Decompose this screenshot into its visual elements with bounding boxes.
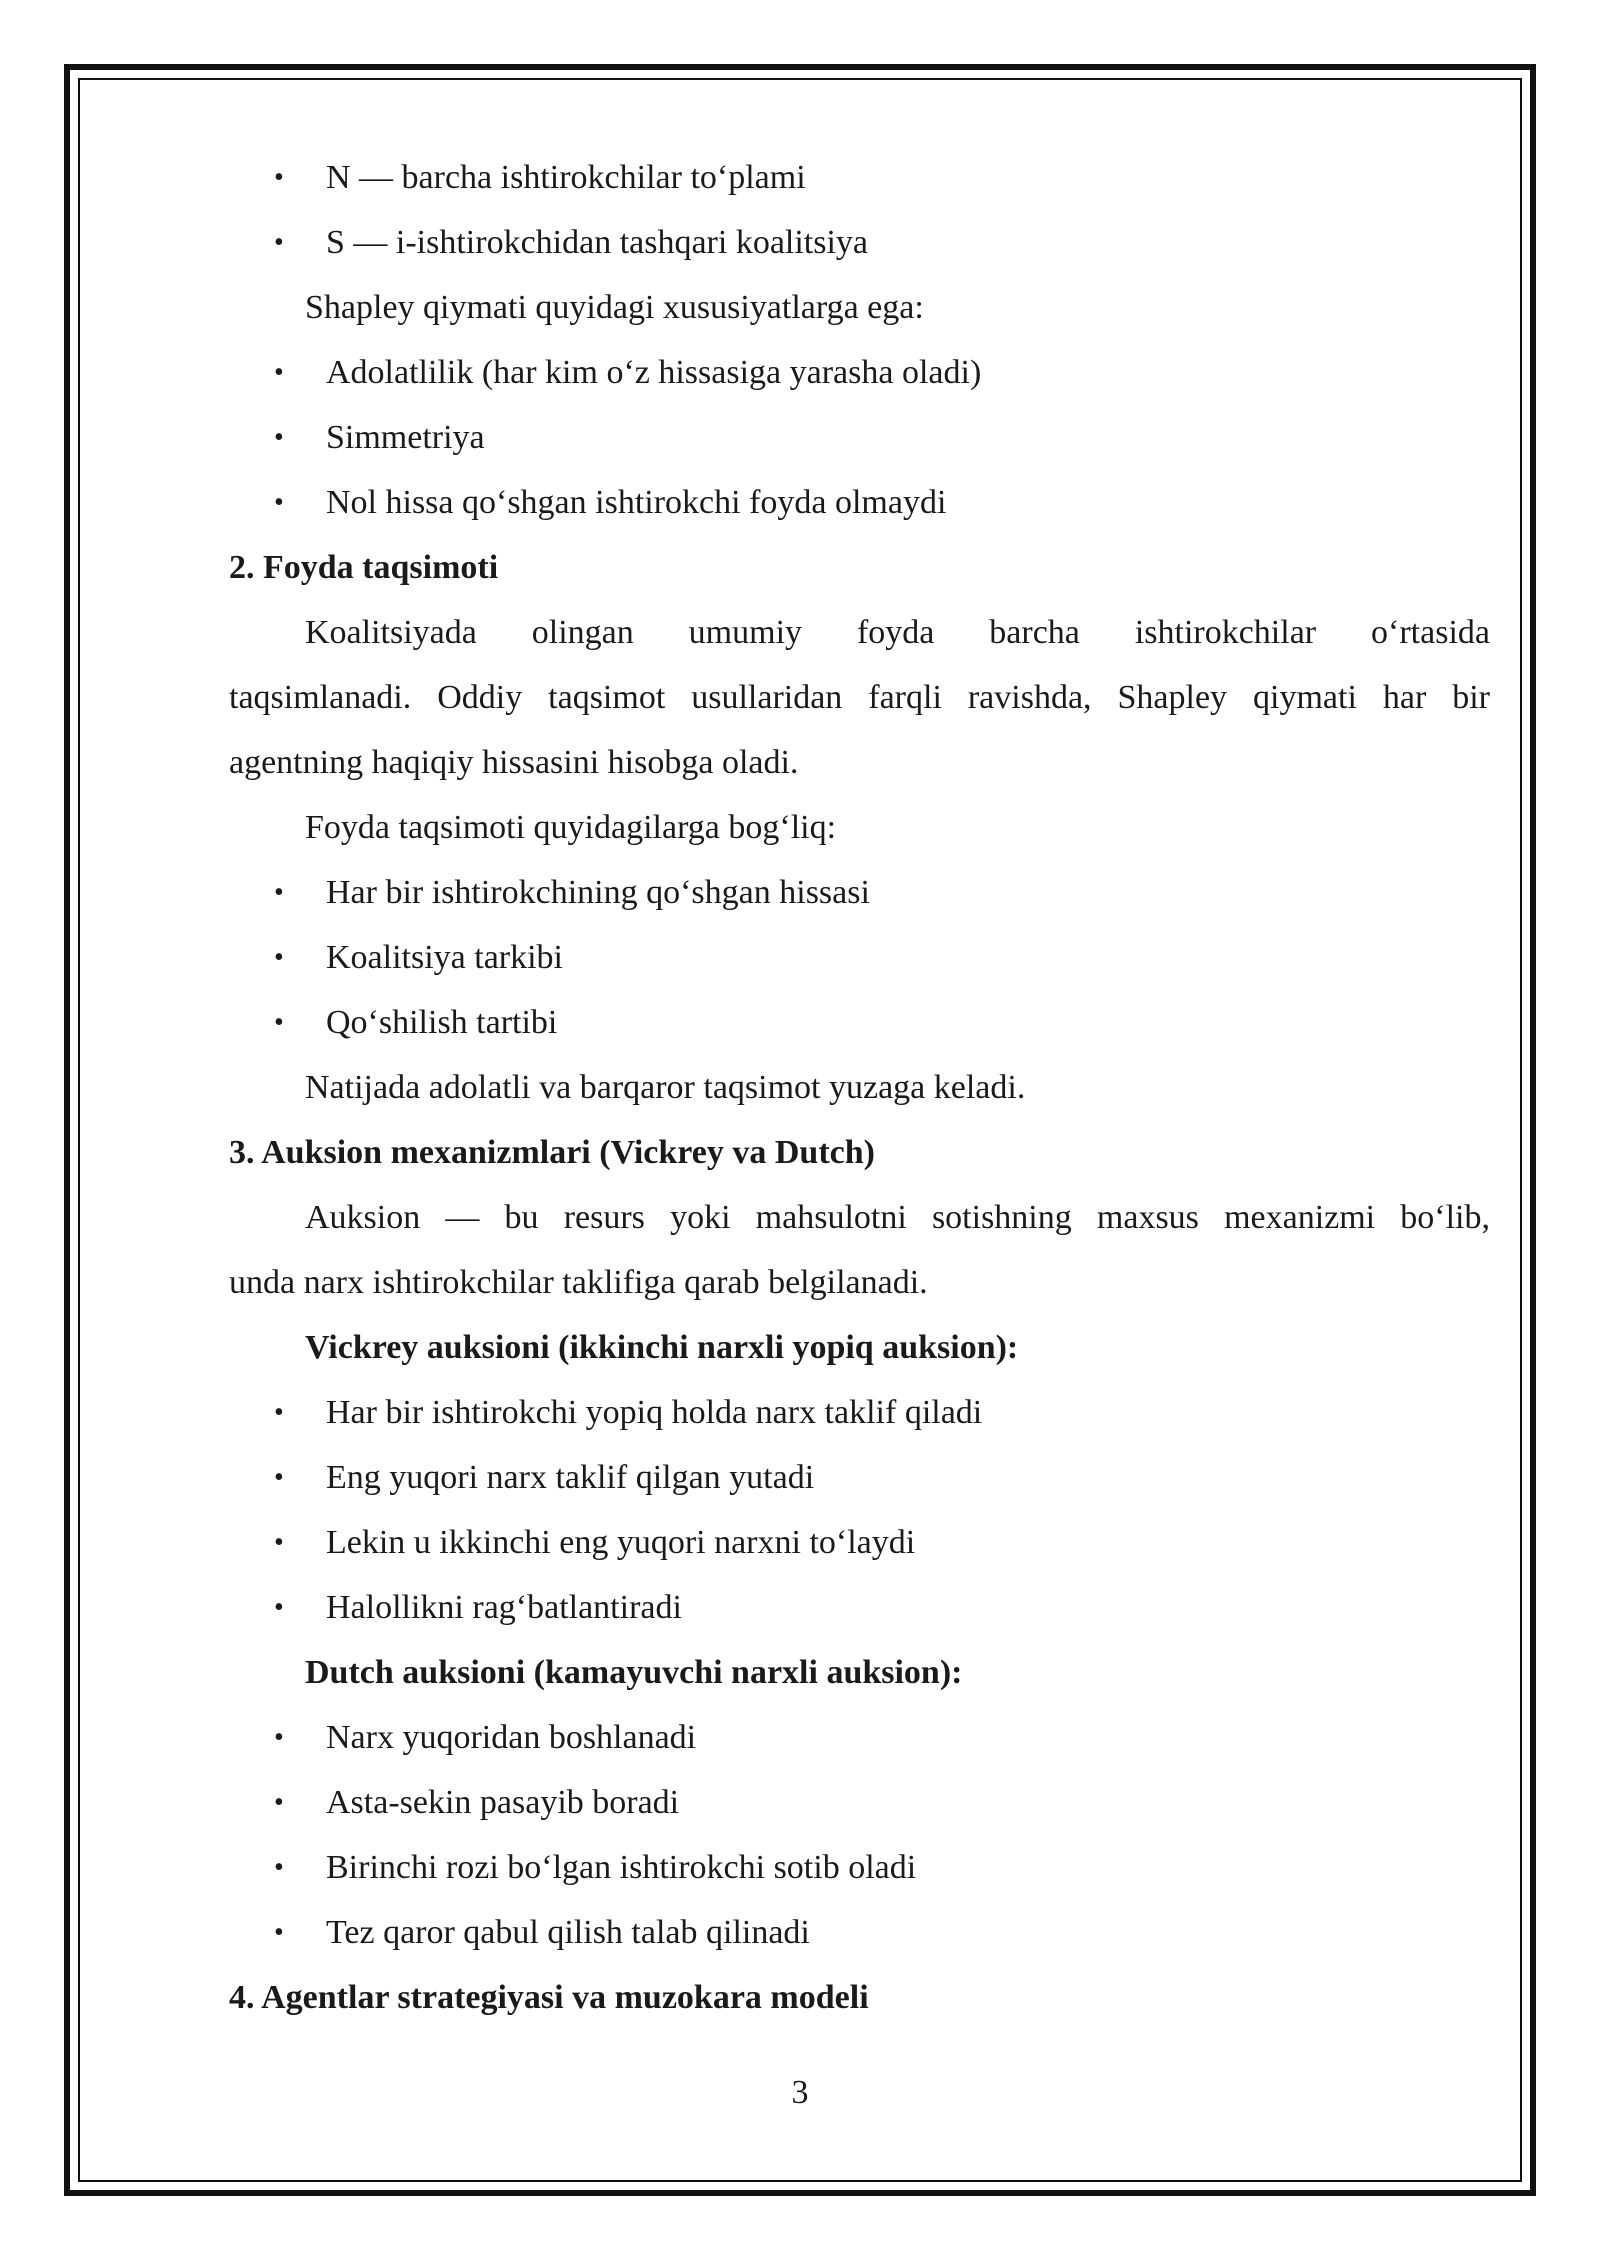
list-item: • Har bir ishtirokchining qo‘shgan hissasi bbox=[229, 860, 1490, 925]
section-heading: 4. Agentlar strategiyasi va muzokara modeli bbox=[229, 1979, 869, 2016]
list-item: • Asta-sekin pasayib boradi bbox=[229, 1770, 1490, 1835]
paragraph: Foyda taqsimoti quyidagilarga bog‘liq: bbox=[305, 809, 837, 846]
subheading: Dutch auksioni (kamayuvchi narxli auksion): bbox=[305, 1654, 963, 1691]
list-item: • Tez qaror qabul qilish talab qilinadi bbox=[229, 1900, 1490, 1965]
list-item: • Adolatlilik (har kim o‘z hissasiga yarasha oladi) bbox=[229, 340, 1490, 405]
list-item: • Koalitsiya tarkibi bbox=[229, 925, 1490, 990]
list-item: • Birinchi rozi bo‘lgan ishtirokchi sotib oladi bbox=[229, 1835, 1490, 1900]
paragraph-line: Auksion — bu resurs yoki mahsulotni sotishning maxsus mexanizmi bo‘lib, bbox=[305, 1199, 1490, 1236]
list-item: • Lekin u ikkinchi eng yuqori narxni to‘laydi bbox=[229, 1510, 1490, 1575]
paragraph-line: taqsimlanadi. Oddiy taqsimot usullaridan farqli ravishda, Shapley qiymati har bir bbox=[229, 679, 1490, 716]
paragraph-line: unda narx ishtirokchilar taklifiga qarab belgilanadi. bbox=[229, 1264, 928, 1301]
section-heading: 3. Auksion mexanizmlari (Vickrey va Dutch) bbox=[229, 1134, 875, 1171]
list-item: • N — barcha ishtirokchilar to‘plami bbox=[229, 145, 1490, 210]
paragraph-line: agentning haqiqiy hissasini hisobga oladi. bbox=[229, 744, 799, 781]
page-number: 3 bbox=[791, 2074, 809, 2111]
list-item: • Simmetriya bbox=[229, 405, 1490, 470]
list-item: • S — i-ishtirokchidan tashqari koalitsiya bbox=[229, 210, 1490, 275]
list-item: • Narx yuqoridan boshlanadi bbox=[229, 1705, 1490, 1770]
paragraph-line: Koalitsiyada olingan umumiy foyda barcha ishtirokchilar o‘rtasida bbox=[305, 614, 1490, 651]
list-item: • Halollikni rag‘batlantiradi bbox=[229, 1575, 1490, 1640]
paragraph: Natijada adolatli va barqaror taqsimot yuzaga keladi. bbox=[305, 1069, 1026, 1106]
subheading: Vickrey auksioni (ikkinchi narxli yopiq auksion): bbox=[305, 1329, 1019, 1366]
list-item: • Eng yuqori narx taklif qilgan yutadi bbox=[229, 1445, 1490, 1510]
list-item: • Nol hissa qo‘shgan ishtirokchi foyda olmaydi bbox=[229, 470, 1490, 535]
section-heading: 2. Foyda taqsimoti bbox=[229, 549, 499, 586]
list-item: • Qo‘shilish tartibi bbox=[229, 990, 1490, 1055]
paragraph: Shapley qiymati quyidagi xususiyatlarga ega: bbox=[305, 289, 924, 326]
page-content bbox=[229, 145, 1490, 2030]
list-item: • Har bir ishtirokchi yopiq holda narx taklif qiladi bbox=[229, 1380, 1490, 1445]
